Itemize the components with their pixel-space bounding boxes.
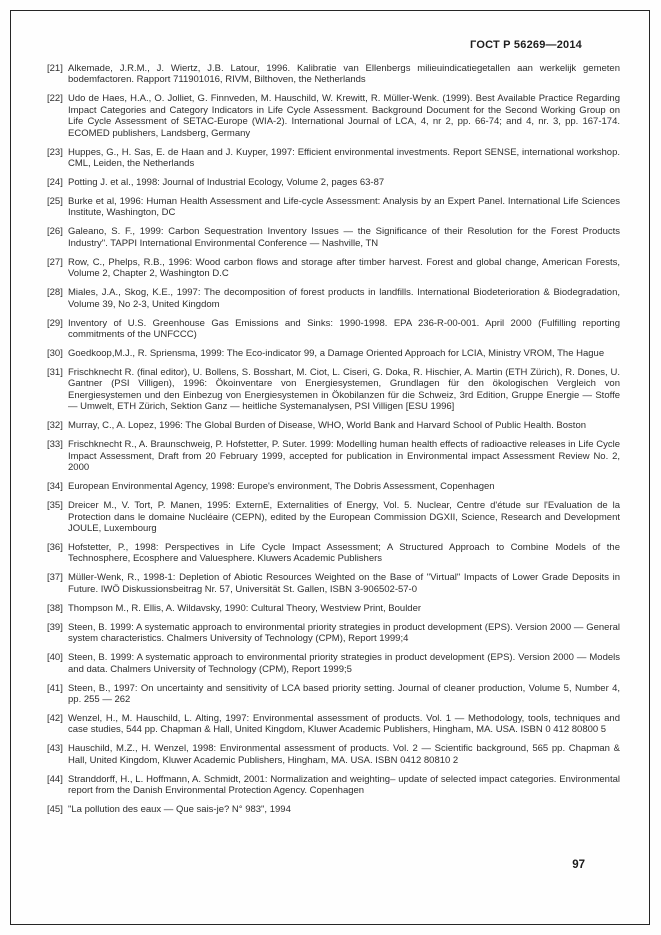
reference-number: [38] xyxy=(47,602,63,614)
reference-number: [25] xyxy=(47,196,63,208)
reference-text: Dreicer M., V. Tort, P. Manen, 1995: ExternE, Externalities of Energy, Vol. 5. Nuclear, Centre d'étude sur l'Evaluation de la Protection dans le domaine Nucléaire (CEPN), edited by the European Commission DGXII, Science, Research and Development JOULE, Luxembourg xyxy=(68,500,620,534)
reference-number: [41] xyxy=(47,682,63,694)
reference-text: Inventory of U.S. Greenhouse Gas Emissions and Sinks: 1990-1998. EPA 236-R-00-001. April 2000 (Fulfilling reporting commitments of the UNFCCC) xyxy=(68,317,620,341)
reference-text: Burke et al, 1996: Human Health Assessment and Life-cycle Assessment: Analysis by an Expert Panel. International Life Sciences Institute, Washington, DC xyxy=(68,196,620,219)
reference-number: [22] xyxy=(47,93,63,105)
reference-text: Galeano, S. F., 1999: Carbon Sequestration Inventory Issues — the Significance of their Resolution for the Forest Products Industry". TAPPI International Environmental Conference — Nashville, TN xyxy=(68,226,620,249)
reference-text: Wenzel, H., M. Hauschild, L. Alting, 1997: Environmental assessment of products. Vol. 1 — Methodology, tools, techniques and case studies, 544 pp. Chapman & Hall, United Kingdom, Kluwer Academic Publishers, Hingham, MA. USA. ISBN 0 412 80800 5 xyxy=(68,712,620,736)
reference-text: Frischknecht R. (final editor), U. Bollens, S. Bosshart, M. Ciot, L. Ciseri, G. Doka, R. Hischier, A. Martin (ETH Zürich), R. Dones, U. Gantner (PSI Villigen), 1996: Ökoinventare von Energiesystemen, Grundlagen für den ökologischen Vergleich von Energiesystemen und den Einbezug von Energiesystemen in Ökobilanzen für die Schweiz, 3rd Edition, Gruppe Energie — Stoffe — Umwelt, ETH Zürich, Sektion Ganz — heitliche Systemanalysen, PSI Villigen [ESU 1996] xyxy=(68,367,620,413)
reference-item xyxy=(47,63,620,86)
reference-number: [35] xyxy=(47,500,63,512)
reference-item xyxy=(47,226,620,249)
document-header xyxy=(47,35,620,53)
reference-item xyxy=(47,652,620,675)
reference-item xyxy=(47,367,620,413)
reference-number: [23] xyxy=(47,146,63,158)
reference-number: [43] xyxy=(47,743,63,755)
reference-text: Steen, B. 1999: A systematic approach to environmental priority strategies in product development (EPS). Version 2000 — Models and data. Chalmers University of Technology (CPM), Report 1999;5 xyxy=(68,652,620,675)
reference-item xyxy=(47,348,620,359)
reference-text: Stranddorff, H., L. Hoffmann, A. Schmidt, 2001: Normalization and weighting– update of selected impact categories. Environmental report from the Danish Environmental Protection Agency. Copenhagen xyxy=(68,773,620,797)
reference-item xyxy=(47,804,620,815)
reference-number: [42] xyxy=(47,712,63,724)
reference-number: [24] xyxy=(47,177,63,189)
reference-item xyxy=(47,713,620,736)
standard-designation: ГОСТ Р 56269—2014 xyxy=(470,39,582,51)
reference-text: Potting J. et al., 1998: Journal of Industrial Ecology, Volume 2, pages 63-87 xyxy=(68,177,385,189)
reference-number: [26] xyxy=(47,226,63,238)
reference-item xyxy=(47,420,620,431)
reference-text: Steen, B., 1997: On uncertainty and sensitivity of LCA based priority setting. Journal of cleaner production, Volume 5, Number 4, pp. 255 — 262 xyxy=(68,682,620,705)
reference-number: [32] xyxy=(47,420,63,432)
reference-item xyxy=(47,287,620,310)
reference-text: Alkemade, J.R.M., J. Wiertz, J.B. Latour, 1996. Kalibratie van Ellenbergs milieuindicatiegetallen aan werkelijk gemeten bodemfactoren. Rapport 711901016, RIVM, Bilthoven, the Netherlands xyxy=(68,63,620,86)
reference-text: Thompson M., R. Ellis, A. Wildavsky, 1990: Cultural Theory, Westview Print, Boulder xyxy=(68,602,422,614)
reference-text: Udo de Haes, H.A., O. Jolliet, G. Finnveden, M. Hauschild, W. Krewitt, R. Müller-Wenk. (1999). Best Available Practice Regarding Impact Categories and Category Indicators in Life Cycle Assessment. Background Document for the Second Working Group on Life Cycle Assessment of SETAC-Europe (WIA-2). International Journal of LCA, 4, nr 2, pp. 66-74; and 4, nr. 3, pp. 167-174. ECOMED publishers, Landsberg, Germany xyxy=(68,93,620,139)
reference-number: [29] xyxy=(47,317,63,329)
reference-item xyxy=(47,93,620,139)
reference-text: European Environmental Agency, 1998: Europe's environment, The Dobris Assessment, Copenhagen xyxy=(68,481,495,493)
reference-item xyxy=(47,147,620,170)
reference-item xyxy=(47,542,620,565)
reference-text: Hofstetter, P., 1998: Perspectives in Life Cycle Impact Assessment; A Structured Approach to Combine Models of the Technosphere, Ecosphere and Valuesphere. Kluwers Academic Publishers xyxy=(68,541,620,565)
reference-item xyxy=(47,683,620,706)
reference-number: [30] xyxy=(47,348,63,360)
reference-item xyxy=(47,500,620,534)
reference-item xyxy=(47,481,620,492)
reference-number: [27] xyxy=(47,256,63,268)
reference-item xyxy=(47,603,620,614)
reference-number: [44] xyxy=(47,773,63,785)
reference-text: Müller-Wenk, R., 1998-1: Depletion of Abiotic Resources Weighted on the Base of "Virtual" Impacts of Lower Grade Deposits in Future. IWÖ Diskussionsbeitrag Nr. 57, Universität St. Gallen, ISBN 3-906502-57-0 xyxy=(68,572,620,595)
reference-text: Frischknecht R., A. Braunschweig, P. Hofstetter, P. Suter. 1999: Modelling human health effects of radioactive releases in Life Cycle Impact Assessment, Draft from 20 February 1999, accepted for publication in Environmental impact Assessment Review No. 2, 2000 xyxy=(68,439,620,474)
reference-item xyxy=(47,439,620,473)
reference-item xyxy=(47,196,620,219)
reference-text: Goedkoop,M.J., R. Spriensma, 1999: The Eco-indicator 99, a Damage Oriented Approach for LCIA, Ministry VROM, The Hague xyxy=(68,348,605,360)
references-list xyxy=(47,63,620,823)
reference-item xyxy=(47,774,620,797)
reference-item xyxy=(47,743,620,766)
reference-number: [45] xyxy=(47,804,63,816)
reference-item xyxy=(47,622,620,645)
reference-text: Steen, B. 1999: A systematic approach to environmental priority strategies in product development (EPS). Version 2000 — General system characteristics. Chalmers University of Technology (CPM), Report 1999;4 xyxy=(68,621,620,645)
reference-text: Hauschild, M.Z., H. Wenzel, 1998: Environmental assessment of products. Vol. 2 — Scientific background, 565 pp. Chapman & Hall, United Kingdom, Kluwer Academic Publishers, Hingham, MA. USA. ISBN 0412 80810 2 xyxy=(68,743,620,766)
reference-item xyxy=(47,257,620,280)
page-number: 97 xyxy=(572,859,585,871)
reference-text: Murray, C., A. Lopez, 1996: The Global Burden of Disease, WHO, World Bank and Harvard School of Public Health. Boston xyxy=(68,420,587,432)
reference-number: [31] xyxy=(47,367,63,379)
reference-number: [36] xyxy=(47,541,63,553)
reference-item xyxy=(47,318,620,341)
reference-item xyxy=(47,177,620,188)
reference-number: [34] xyxy=(47,481,63,493)
reference-number: [37] xyxy=(47,572,63,584)
reference-item xyxy=(47,572,620,595)
reference-text: "La pollution des eaux — Que sais-je? N° 983", 1994 xyxy=(68,804,291,816)
reference-number: [28] xyxy=(47,287,63,299)
reference-number: [33] xyxy=(47,439,63,451)
reference-number: [39] xyxy=(47,621,63,633)
reference-number: [21] xyxy=(47,63,63,74)
reference-text: Row, C., Phelps, R.B., 1996: Wood carbon flows and storage after timber harvest. Forest and global change, American Forests, Volume 2, Chapter 2, Washington D.C xyxy=(68,256,620,280)
reference-text: Miales, J.A., Skog, K.E., 1997: The decomposition of forest products in landfills. International Biodeterioration & Biodegradation, Volume 39, No 2-3, United Kingdom xyxy=(68,287,620,310)
reference-number: [40] xyxy=(47,652,63,664)
reference-text: Huppes, G., H. Sas, E. de Haan and J. Kuyper, 1997: Efficient environmental investments. Report SENSE, international workshop. CML, Leiden, the Netherlands xyxy=(68,146,620,170)
